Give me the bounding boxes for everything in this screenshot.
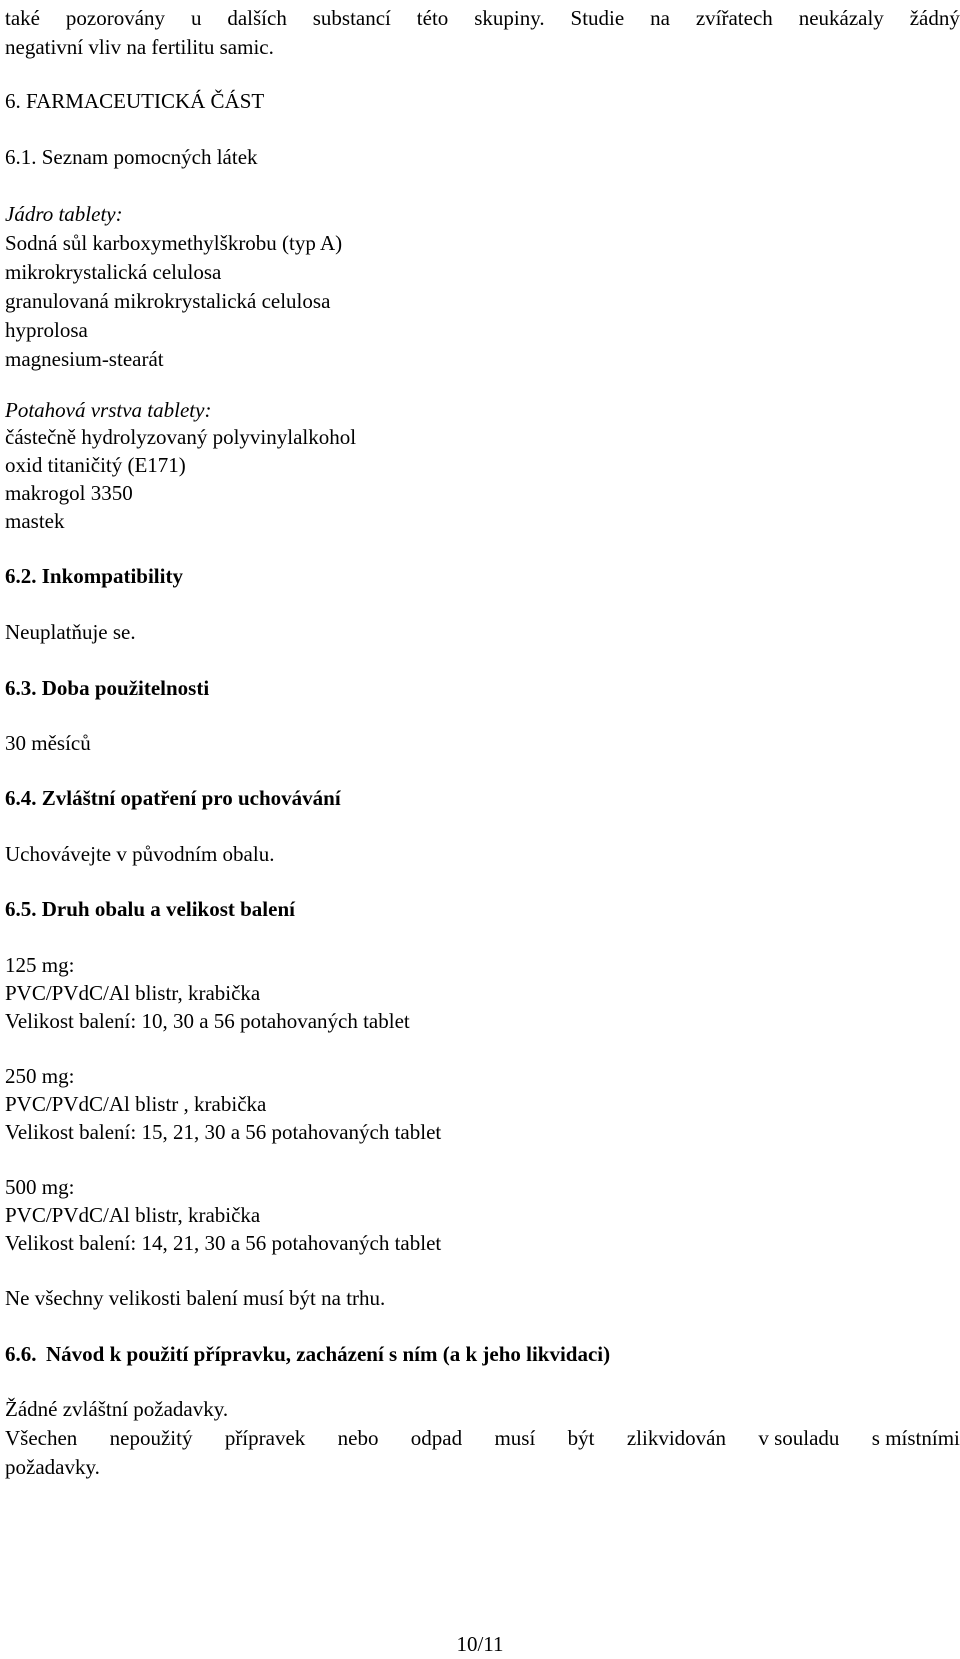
section-6-4-title: 6.4. Zvláštní opatření pro uchovávání (5, 786, 341, 810)
section-6-6-text-2 (5, 1424, 960, 1452)
section-6-3-title: 6.3. Doba použitelnosti (5, 676, 210, 700)
intro-line-1 (5, 4, 960, 32)
word: žádný (909, 6, 960, 30)
core-label: Jádro tablety: (5, 202, 123, 226)
strength-pack: PVC/PVdC/Al blistr, krabička (5, 1203, 261, 1227)
coat-item: mastek (5, 509, 65, 533)
section-6-5-title: 6.5. Druh obalu a velikost balení (5, 897, 295, 921)
section-6-6-text-3: požadavky. (5, 1455, 100, 1479)
section-6-6-title (5, 1340, 610, 1368)
strength-pack: PVC/PVdC/Al blistr, krabička (5, 981, 261, 1005)
word: substancí (312, 6, 391, 30)
word: s místními (871, 1426, 960, 1450)
strength-dose: 250 mg: (5, 1064, 75, 1088)
section-6-1-title: 6.1. Seznam pomocných látek (5, 145, 258, 169)
coat-item: makrogol 3350 (5, 481, 133, 505)
word: zlikvidován (626, 1426, 726, 1450)
word: Všechen (5, 1426, 78, 1450)
word: pozorovány (65, 6, 166, 30)
word: nepoužitý (109, 1426, 193, 1450)
strength-pack: PVC/PVdC/Al blistr , krabička (5, 1092, 267, 1116)
section-6-6-text-1: Žádné zvláštní požadavky. (5, 1397, 229, 1421)
page-number: 10/11 (456, 1632, 504, 1656)
coat-label: Potahová vrstva tablety: (5, 398, 212, 422)
core-item: magnesium-stearát (5, 347, 164, 371)
word: nebo (337, 1426, 379, 1450)
coat-item: částečně hydrolyzovaný polyvinylalkohol (5, 425, 357, 449)
word: této (416, 6, 449, 30)
word: neukázaly (798, 6, 884, 30)
section-6-5-note: Ne všechny velikosti balení musí být na trhu. (5, 1286, 386, 1310)
section-6-4-text: Uchovávejte v původním obalu. (5, 842, 275, 866)
section-6-2-title: 6.2. Inkompatibility (5, 564, 183, 588)
section-6-6-heading: Návod k použití přípravku, zacházení s ním (a k jeho likvidaci) (46, 1342, 611, 1366)
word: také (5, 6, 40, 30)
core-item: Sodná sůl karboxymethylškrobu (typ A) (5, 231, 343, 255)
section-6-6-number: 6.6. (5, 1342, 37, 1366)
intro-line-2: negativní vliv na fertilitu samic. (5, 35, 274, 59)
word: musí (494, 1426, 536, 1450)
core-item: hyprolosa (5, 318, 88, 342)
word: Studie (570, 6, 625, 30)
word: u (190, 6, 202, 30)
strength-sizes: Velikost balení: 10, 30 a 56 potahovaných tablet (5, 1009, 410, 1033)
word: dalších (227, 6, 287, 30)
core-item: mikrokrystalická celulosa (5, 260, 222, 284)
strength-sizes: Velikost balení: 15, 21, 30 a 56 potahovaných tablet (5, 1120, 442, 1144)
section-6-title: 6. FARMACEUTICKÁ ČÁST (5, 89, 265, 113)
word: odpad (410, 1426, 463, 1450)
word: na (650, 6, 670, 30)
coat-item: oxid titaničitý (E171) (5, 453, 186, 477)
word: být (567, 1426, 595, 1450)
word: skupiny. (474, 6, 545, 30)
core-item: granulovaná mikrokrystalická celulosa (5, 289, 331, 313)
section-6-2-text: Neuplatňuje se. (5, 620, 136, 644)
word: přípravek (224, 1426, 306, 1450)
word: zvířatech (695, 6, 773, 30)
strength-dose: 125 mg: (5, 953, 75, 977)
strength-dose: 500 mg: (5, 1175, 75, 1199)
strength-sizes: Velikost balení: 14, 21, 30 a 56 potahovaných tablet (5, 1231, 442, 1255)
word: v souladu (758, 1426, 840, 1450)
section-6-3-text: 30 měsíců (5, 731, 91, 755)
